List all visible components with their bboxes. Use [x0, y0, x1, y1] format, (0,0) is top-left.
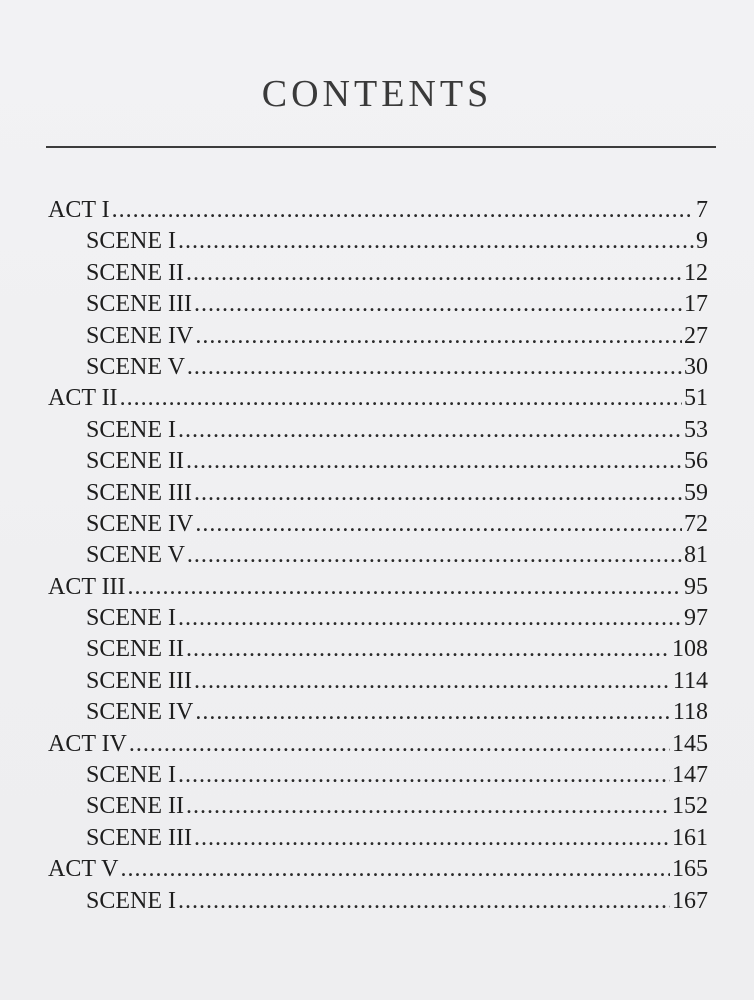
toc-entry-label: SCENE III	[86, 667, 192, 694]
toc-entry-page-number: 152	[672, 793, 708, 820]
dot-leader	[128, 572, 682, 603]
toc-scene-entry	[48, 226, 708, 257]
toc-entry-page-number: 147	[672, 762, 708, 789]
dot-leader	[186, 446, 682, 477]
toc-entry-page-number: 118	[672, 699, 708, 726]
toc-entry-label: SCENE III	[86, 824, 192, 851]
toc-scene-entry	[48, 509, 708, 540]
toc-entry-page-number: 114	[672, 667, 708, 694]
toc-entry-page-number: 95	[684, 573, 708, 600]
toc-entry-label: ACT III	[48, 573, 126, 600]
toc-scene-entry	[48, 603, 708, 634]
dot-leader	[178, 603, 682, 634]
toc-entry-label: SCENE V	[86, 353, 185, 380]
toc-entry-page-number: 81	[684, 542, 708, 569]
toc-scene-entry	[48, 634, 708, 665]
toc-entry-page-number: 167	[672, 887, 708, 914]
toc-entry-label: SCENE II	[86, 636, 184, 663]
toc-scene-entry	[48, 823, 708, 854]
toc-entry-page-number: 12	[684, 259, 708, 286]
toc-scene-entry	[48, 415, 708, 446]
dot-leader	[178, 886, 670, 917]
toc-entry-label: ACT IV	[48, 730, 127, 757]
toc-entry-page-number: 7	[696, 197, 708, 223]
toc-entry-label: SCENE I	[86, 228, 176, 255]
toc-entry-label: SCENE I	[86, 605, 176, 632]
toc-entry-page-number: 108	[672, 636, 708, 663]
toc-scene-entry	[48, 760, 708, 791]
table-of-contents	[48, 195, 708, 917]
toc-entry-page-number: 56	[684, 448, 708, 475]
toc-entry-page-number: 51	[684, 385, 708, 412]
dot-leader	[186, 791, 670, 822]
dot-leader	[186, 634, 670, 665]
toc-entry-page-number: 9	[696, 228, 708, 255]
dot-leader	[187, 352, 682, 383]
toc-entry-label: SCENE III	[86, 479, 192, 506]
toc-entry-label: SCENE IV	[86, 510, 194, 537]
toc-entry-page-number: 27	[684, 322, 708, 349]
dot-leader	[178, 415, 682, 446]
toc-scene-entry	[48, 540, 708, 571]
dot-leader	[178, 760, 670, 791]
toc-entry-page-number: 145	[672, 730, 708, 757]
page-title: CONTENTS	[261, 73, 493, 115]
toc-entry-label: SCENE I	[86, 887, 176, 914]
toc-entry-page-number: 161	[672, 824, 708, 851]
dot-leader	[194, 289, 682, 320]
toc-entry-label: SCENE V	[86, 542, 185, 569]
toc-entry-label: SCENE IV	[86, 322, 194, 349]
toc-scene-entry	[48, 478, 708, 509]
dot-leader	[120, 383, 682, 414]
toc-scene-entry	[48, 289, 708, 320]
toc-entry-page-number: 59	[684, 479, 708, 506]
dot-leader	[195, 697, 671, 728]
toc-scene-entry	[48, 321, 708, 352]
toc-entry-page-number: 17	[684, 291, 708, 318]
toc-scene-entry	[48, 791, 708, 822]
dot-leader	[186, 258, 682, 289]
toc-entry-label: SCENE IV	[86, 699, 194, 726]
dot-leader	[120, 854, 670, 885]
dot-leader	[178, 226, 694, 257]
toc-entry-label: SCENE II	[86, 259, 184, 286]
toc-entry-label: ACT II	[48, 385, 118, 412]
dot-leader	[195, 321, 682, 352]
toc-scene-entry	[48, 352, 708, 383]
toc-entry-page-number: 165	[672, 856, 708, 883]
toc-scene-entry	[48, 886, 708, 917]
toc-entry-page-number: 72	[684, 510, 708, 537]
toc-act-entry	[48, 572, 708, 603]
title-divider	[46, 146, 716, 148]
dot-leader	[194, 666, 671, 697]
dot-leader	[112, 195, 694, 226]
dot-leader	[187, 540, 682, 571]
toc-scene-entry	[48, 666, 708, 697]
toc-entry-label: ACT I	[48, 197, 110, 223]
toc-act-entry	[48, 195, 708, 226]
toc-entry-label: SCENE II	[86, 448, 184, 475]
toc-entry-page-number: 97	[684, 605, 708, 632]
dot-leader	[194, 478, 682, 509]
toc-entry-label: SCENE III	[86, 291, 192, 318]
toc-entry-label: SCENE I	[86, 762, 176, 789]
toc-scene-entry	[48, 697, 708, 728]
dot-leader	[194, 823, 670, 854]
toc-entry-page-number: 30	[684, 353, 708, 380]
toc-act-entry	[48, 729, 708, 760]
toc-scene-entry	[48, 258, 708, 289]
toc-scene-entry	[48, 446, 708, 477]
toc-entry-label: SCENE I	[86, 416, 176, 443]
dot-leader	[195, 509, 682, 540]
toc-entry-label: ACT V	[48, 856, 119, 883]
toc-act-entry	[48, 854, 708, 885]
toc-entry-page-number: 53	[684, 416, 708, 443]
toc-act-entry	[48, 383, 708, 414]
dot-leader	[129, 729, 670, 760]
toc-entry-label: SCENE II	[86, 793, 184, 820]
